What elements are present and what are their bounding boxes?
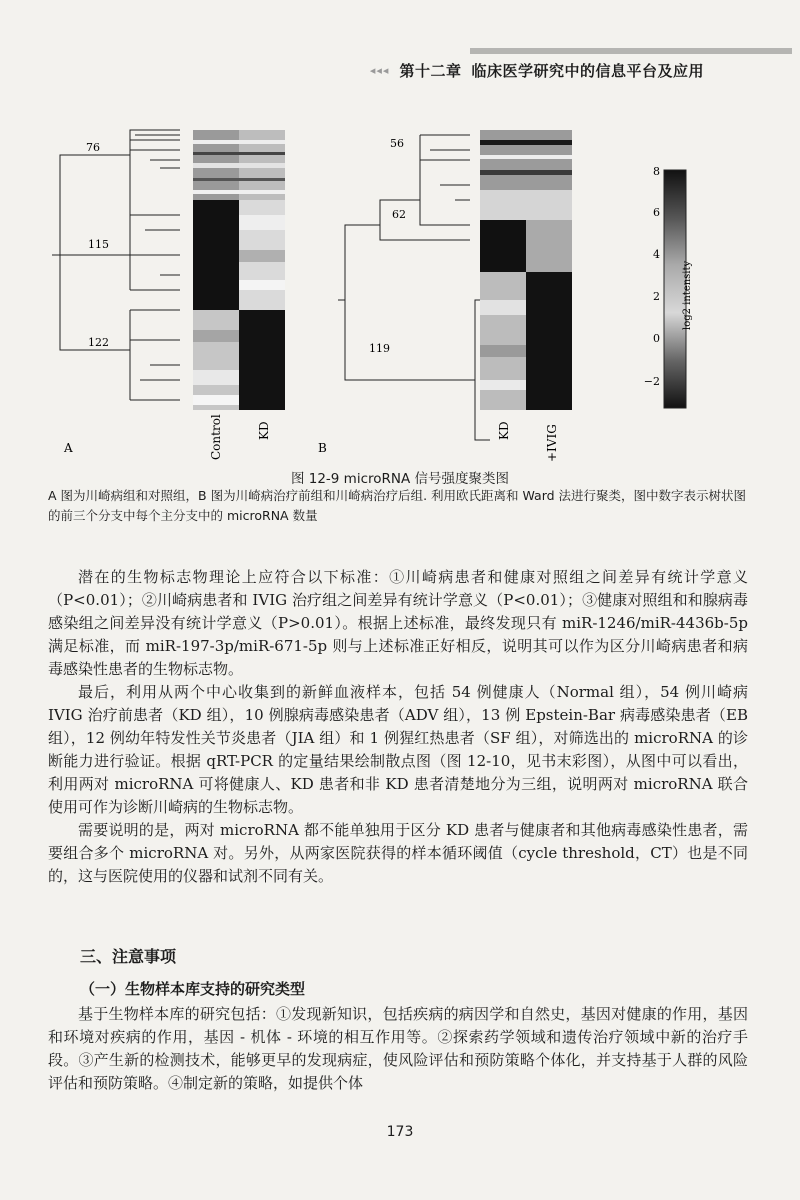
- branch-count-a1: 76: [86, 141, 100, 154]
- colorbar-tick: 2: [653, 290, 660, 303]
- paragraph: 需要说明的是，两对 microRNA 都不能单独用于区分 KD 患者与健康者和其他病毒感染性患者，需要组合多个 microRNA 对。另外，从两家医院获得的样本循环阈值（cycle threshold，CT）也是不同的，这与医院使用的仪器和试剂不同有关。: [48, 821, 748, 885]
- column-label-control: Control: [209, 414, 223, 460]
- branch-count-a2: 115: [88, 238, 109, 251]
- branch-count-b2: 62: [392, 208, 406, 221]
- section-heading: 三、注意事项: [80, 947, 177, 966]
- column-label-kd-b: KD: [497, 421, 511, 440]
- paragraph: 基于生物样本库的研究包括：①发现新知识，包括疾病的病因学和自然史，基因对健康的作用，基因和环境对疾病的作用，基因 - 机体 - 环境的相互作用等。②探索药学领域和遗传治疗领域中新的治疗手段。③产生新的检测技术，能够更早的发现病症，使风险评估和预防策略个体化，并支持基于人群的风险评估和预防策略。④制定新的策略，如提供个体: [48, 1005, 748, 1092]
- chapter-label: 第十二章: [399, 62, 462, 80]
- colorbar-tick: 4: [653, 248, 660, 261]
- colorbar-tick: 8: [653, 165, 660, 178]
- heatmap-figure: [0, 0, 800, 470]
- figure-caption-note: A 图为川崎病组和对照组，B 图为川崎病治疗前组和川崎病治疗后组. 利用欧氏距离和 Ward 法进行聚类，图中数字表示树状图的前三个分支中每个主分支中的 microRNA 数量: [48, 488, 747, 523]
- branch-count-a3: 122: [88, 336, 109, 349]
- panel-a-label: A: [64, 441, 73, 455]
- colorbar-tick: 0: [653, 332, 660, 345]
- chapter-title: 临床医学研究中的信息平台及应用: [471, 62, 704, 80]
- figure-caption-title: 图 12-9 microRNA 信号强度聚类图: [290, 471, 510, 487]
- page-number: 173: [386, 1124, 414, 1140]
- panel-b-label: B: [318, 441, 327, 455]
- main-text: [48, 566, 748, 888]
- figure-12-9: [0, 0, 800, 523]
- triangle-arrows-icon: ◂◂◂: [369, 64, 390, 77]
- colorbar-label: log2 intensity: [682, 260, 693, 330]
- column-label-kd-a: KD: [257, 421, 271, 440]
- branch-count-b1: 56: [390, 137, 404, 150]
- heatmap-b: [480, 130, 572, 410]
- paragraph: 最后，利用从两个中心收集到的新鲜血液样本，包括 54 例健康人（Normal 组），54 例川崎病 IVIG 治疗前患者（KD 组），10 例腺病毒感染患者（ADV 组），13 例 Epstein-Bar 病毒感染患者（EB 组），12 例幼年特发性关节炎患者（JIA 组）和 1 例猩红热患者（SF 组），对筛选出的 microRNA 的诊断能力进行验证。根据 qRT-PCR 的定量结果绘制散点图（图 12-10，见书末彩图），从图中可以看出，利用两对 microRNA 可将健康人、KD 患者和非 KD 患者清楚地分为三组，说明两对 microRNA 联合使用可作为诊断川崎病的生物标志物。: [48, 683, 748, 816]
- subsection-heading: （一）生物样本库支持的研究类型: [80, 980, 306, 998]
- colorbar-tick: −2: [643, 375, 660, 388]
- branch-count-b3: 119: [369, 342, 390, 355]
- dendrogram-a: [52, 130, 180, 400]
- colorbar-tick: 6: [653, 206, 660, 219]
- dendrogram-b: [338, 135, 490, 440]
- paragraph: 潜在的生物标志物理论上应符合以下标准：①川崎病患者和健康对照组之间差异有统计学意义（P<0.01）；②川崎病患者和 IVIG 治疗组之间差异有统计学意义（P<0.01）；③健康对照组和和腺病毒感染组之间差异没有统计学意义（P>0.01）。根据上述标准，最终发现只有 miR-1246/miR-4436b-5p 满足标准，而 miR-197-3p/miR-671-5p 则与上述标准正好相反，说明其可以作为区分川崎病患者和病毒感染性患者的生物标志物。: [48, 568, 748, 678]
- colorbar-ticks: [644, 165, 660, 388]
- heatmap-a: [193, 130, 285, 410]
- column-label-ivig: +IVIG: [545, 424, 559, 462]
- section-body: [48, 1003, 748, 1095]
